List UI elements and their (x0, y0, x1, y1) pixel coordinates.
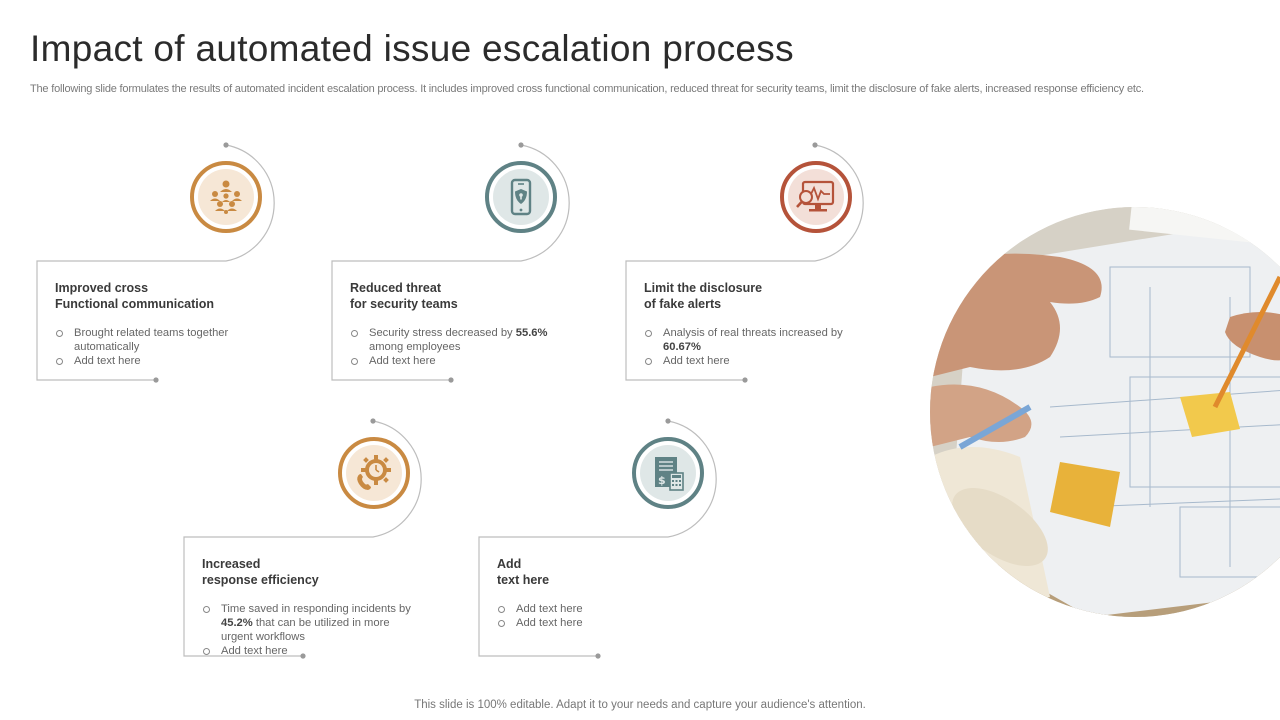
phone-shield-icon (493, 169, 549, 225)
footer-note: This slide is 100% editable. Adapt it to your needs and capture your audience's attention. (414, 699, 866, 711)
bullet-list (644, 326, 854, 368)
card-response-efficiency (183, 419, 433, 679)
card-fake-alerts (625, 143, 875, 403)
bullet-list (202, 602, 412, 658)
bullet-list (55, 326, 265, 368)
bullet-item: Add text here (644, 354, 854, 368)
bullet-item: Add text here (55, 354, 265, 368)
card-title: Increased response efficiency (202, 557, 319, 587)
gear-clock-phone-icon (346, 445, 402, 501)
icon-circle (485, 161, 557, 233)
page-subtitle: The following slide formulates the results of automated incident escalation process. It includes improved cross functional communication, reduced threat for security teams, limit the disclosure of fake alerts, increased response efficiency etc. (30, 83, 1144, 95)
card-title: Limit the disclosure of fake alerts (644, 281, 763, 311)
blueprint-meeting-photo (930, 207, 1280, 617)
bullet-item: Add text here (497, 602, 707, 616)
document-calculator-icon (640, 445, 696, 501)
icon-circle (190, 161, 262, 233)
monitor-analysis-icon (788, 169, 844, 225)
icon-circle (780, 161, 852, 233)
icon-circle (632, 437, 704, 509)
card-add-text (478, 419, 728, 679)
card-title: Add text here (497, 557, 550, 587)
icon-circle (338, 437, 410, 509)
page-title: Impact of automated issue escalation process (30, 28, 794, 69)
card-title: Improved cross Functional communication (55, 281, 215, 311)
bullet-item: Analysis of real threats increased by 60.67% (644, 326, 854, 354)
bullet-item: Brought related teams together automatically (55, 326, 265, 354)
svg-text:$: $ (658, 474, 666, 487)
team-network-icon (198, 169, 254, 225)
bullet-item: Add text here (497, 616, 707, 630)
bullet-item: Security stress decreased by 55.6% among employees (350, 326, 560, 354)
bullet-list (350, 326, 560, 368)
card-cross-functional (36, 143, 286, 403)
card-title: Reduced threat for security teams (350, 281, 458, 311)
bullet-item: Add text here (202, 644, 412, 658)
bullet-item: Add text here (350, 354, 560, 368)
bullet-list (497, 602, 707, 630)
card-security-teams (331, 143, 581, 403)
bullet-item: Time saved in responding incidents by 45.2% that can be utilized in more urgent workflows (202, 602, 412, 644)
